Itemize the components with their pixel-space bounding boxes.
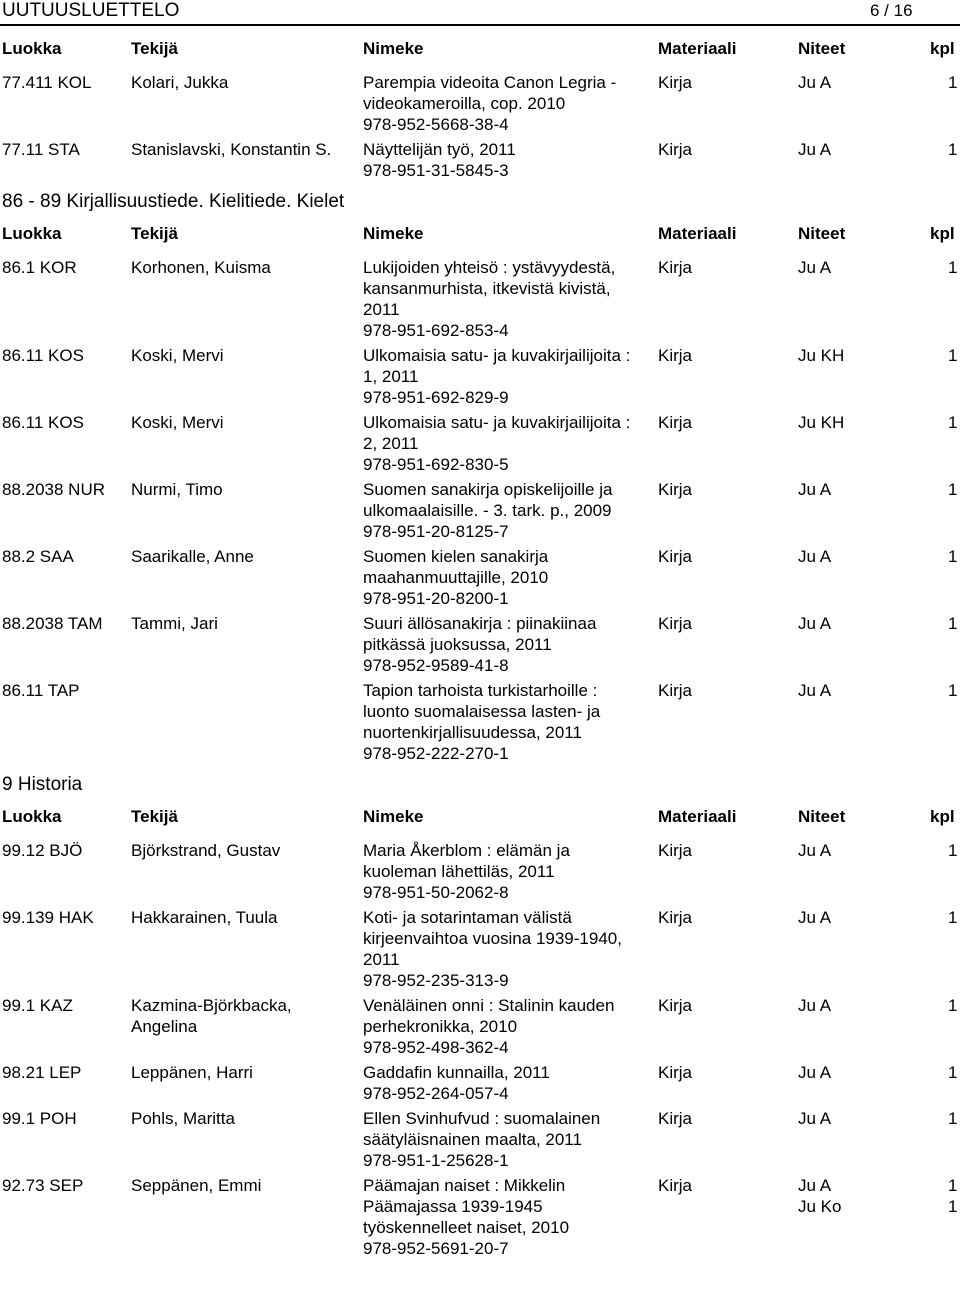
materiaali-cell: Kirja — [658, 140, 693, 159]
kpl-cell: 1 1 — [948, 1176, 958, 1216]
materiaali-cell: Kirja — [658, 258, 693, 277]
column-header-row — [0, 38, 960, 59]
nimeke-title: Lukijoiden yhteisö : ystävyydestä, kansanmurhista, itkevistä kivistä, 2011 — [363, 258, 616, 319]
isbn: 978-952-498-362-4 — [363, 1038, 509, 1057]
nimeke-title: Suuri ällösanakirja : piinakiinaa pitkässä juoksussa, 2011 — [363, 614, 597, 654]
nimeke-title: Parempia videoita Canon Legria -videokameroilla, cop. 2010 — [363, 73, 617, 113]
nimeke-cell — [363, 613, 645, 676]
catalog-row — [0, 1062, 960, 1104]
nimeke-title: Ulkomaisia satu- ja kuvakirjailijoita : 1, 2011 — [363, 346, 631, 386]
catalog-row — [0, 72, 960, 135]
isbn: 978-951-31-5845-3 — [363, 161, 509, 180]
niteet-cell: Ju A — [798, 841, 832, 860]
niteet-cell: Ju KH — [798, 346, 845, 365]
niteet-cell: Ju A — [798, 1063, 832, 1082]
tekija-cell: Seppänen, Emmi — [131, 1176, 262, 1195]
isbn: 978-951-692-829-9 — [363, 388, 509, 407]
tekija-cell: Korhonen, Kuisma — [131, 258, 271, 277]
isbn: 978-952-264-057-4 — [363, 1084, 509, 1103]
tekija-cell: Saarikalle, Anne — [131, 547, 254, 566]
nimeke-cell — [363, 995, 645, 1058]
catalog-row — [0, 1108, 960, 1171]
column-header-niteet: Niteet — [798, 39, 846, 58]
kpl-cell: 1 — [948, 346, 958, 365]
luokka-cell: 99.1 KAZ — [2, 996, 73, 1015]
niteet-cell: Ju A Ju Ko — [798, 1176, 842, 1216]
kpl-cell: 1 — [948, 73, 958, 92]
isbn: 978-952-222-270-1 — [363, 744, 509, 763]
catalog-row — [0, 1175, 960, 1259]
catalog-row — [0, 840, 960, 903]
materiaali-cell: Kirja — [658, 1109, 693, 1128]
catalog-row — [0, 257, 960, 341]
column-header-niteet: Niteet — [798, 224, 846, 243]
isbn: 978-951-20-8200-1 — [363, 589, 509, 608]
isbn: 978-951-50-2062-8 — [363, 883, 509, 902]
column-header-luokka: Luokka — [2, 224, 62, 243]
kpl-cell: 1 — [948, 1109, 958, 1128]
nimeke-cell — [363, 1062, 645, 1104]
nimeke-title: Koti- ja sotarintaman välistä kirjeenvaihtoa vuosina 1939-1940, 2011 — [363, 908, 622, 969]
catalog-row — [0, 345, 960, 408]
nimeke-cell — [363, 907, 645, 991]
nimeke-title: Ellen Svinhufvud : suomalainen säätyläisnainen maalta, 2011 — [363, 1109, 601, 1149]
luokka-cell: 86.1 KOR — [2, 258, 77, 277]
materiaali-cell: Kirja — [658, 1176, 693, 1195]
niteet-cell: Ju A — [798, 908, 832, 927]
column-header-materiaali: Materiaali — [658, 39, 737, 58]
isbn: 978-952-5668-38-4 — [363, 115, 509, 134]
luokka-cell: 86.11 KOS — [2, 346, 84, 365]
luokka-cell: 92.73 SEP — [2, 1176, 84, 1195]
niteet-cell: Ju A — [798, 140, 832, 159]
kpl-cell: 1 — [948, 413, 958, 432]
column-header-tekija: Tekijä — [131, 224, 178, 243]
column-header-materiaali: Materiaali — [658, 807, 737, 826]
materiaali-cell: Kirja — [658, 346, 693, 365]
luokka-cell: 98.21 LEP — [2, 1063, 82, 1082]
niteet-cell: Ju A — [798, 258, 832, 277]
niteet-cell: Ju A — [798, 1109, 832, 1128]
column-header-nimeke: Nimeke — [363, 224, 424, 243]
nimeke-title: Maria Åkerblom : elämän ja kuoleman lähettiläs, 2011 — [363, 841, 570, 881]
nimeke-cell — [363, 1175, 645, 1259]
catalog-listing — [0, 38, 960, 1263]
kpl-cell: 1 — [948, 681, 958, 700]
tekija-cell: Koski, Mervi — [131, 413, 224, 432]
nimeke-title: Näyttelijän työ, 2011 — [363, 140, 516, 159]
niteet-cell: Ju A — [798, 681, 832, 700]
nimeke-cell — [363, 72, 645, 135]
materiaali-cell: Kirja — [658, 996, 693, 1015]
column-header-nimeke: Nimeke — [363, 39, 424, 58]
luokka-cell: 99.139 HAK — [2, 908, 94, 927]
niteet-cell: Ju KH — [798, 413, 845, 432]
nimeke-title: Ulkomaisia satu- ja kuvakirjailijoita : 2, 2011 — [363, 413, 631, 453]
luokka-cell: 77.11 STA — [2, 140, 80, 159]
catalog-row — [0, 995, 960, 1058]
niteet-cell: Ju A — [798, 480, 832, 499]
nimeke-cell — [363, 345, 645, 408]
nimeke-cell — [363, 546, 645, 609]
isbn: 978-951-692-830-5 — [363, 455, 509, 474]
isbn: 978-952-235-313-9 — [363, 971, 509, 990]
nimeke-title: Suomen sanakirja opiskelijoille ja ulkomaalaisille. - 3. tark. p., 2009 — [363, 480, 613, 520]
nimeke-cell — [363, 257, 645, 341]
tekija-cell: Tammi, Jari — [131, 614, 218, 633]
page-header — [0, 0, 960, 22]
catalog-row — [0, 680, 960, 764]
catalog-row — [0, 613, 960, 676]
page-number: 6 / 16 — [870, 1, 913, 20]
luokka-cell: 88.2038 NUR — [2, 480, 106, 499]
column-header-nimeke: Nimeke — [363, 807, 424, 826]
column-header-tekija: Tekijä — [131, 39, 178, 58]
isbn: 978-951-692-853-4 — [363, 321, 509, 340]
luokka-cell: 86.11 TAP — [2, 681, 80, 700]
tekija-cell: Nurmi, Timo — [131, 480, 223, 499]
catalog-row — [0, 907, 960, 991]
section-heading: 86 - 89 Kirjallisuustiede. Kielitiede. Kielet — [2, 191, 345, 212]
nimeke-cell — [363, 139, 645, 181]
column-header-luokka: Luokka — [2, 39, 62, 58]
nimeke-cell — [363, 1108, 645, 1171]
kpl-cell: 1 — [948, 480, 958, 499]
materiaali-cell: Kirja — [658, 908, 693, 927]
kpl-cell: 1 — [948, 908, 958, 927]
tekija-cell: Pohls, Maritta — [131, 1109, 235, 1128]
isbn: 978-951-1-25628-1 — [363, 1151, 509, 1170]
tekija-cell: Hakkarainen, Tuula — [131, 908, 278, 927]
materiaali-cell: Kirja — [658, 480, 693, 499]
materiaali-cell: Kirja — [658, 413, 693, 432]
tekija-cell: Björkstrand, Gustav — [131, 841, 281, 860]
kpl-cell: 1 — [948, 841, 958, 860]
isbn: 978-952-9589-41-8 — [363, 656, 509, 675]
niteet-cell: Ju A — [798, 547, 832, 566]
header-divider — [0, 24, 960, 26]
nimeke-title: Suomen kielen sanakirja maahanmuuttajille, 2010 — [363, 547, 549, 587]
nimeke-title: Venäläinen onni : Stalinin kauden perhekronikka, 2010 — [363, 996, 615, 1036]
isbn: 978-951-20-8125-7 — [363, 522, 509, 541]
tekija-cell: Kazmina-Björkbacka, Angelina — [131, 996, 292, 1036]
nimeke-title: Tapion tarhoista turkistarhoille : luonto suomalaisessa lasten- ja nuortenkirjallisuudessa, 2011 — [363, 681, 601, 742]
section-heading: 9 Historia — [2, 774, 83, 795]
niteet-cell: Ju A — [798, 996, 832, 1015]
column-header-materiaali: Materiaali — [658, 224, 737, 243]
nimeke-cell — [363, 412, 645, 475]
tekija-cell: Kolari, Jukka — [131, 73, 229, 92]
catalog-row — [0, 546, 960, 609]
column-header-row — [0, 806, 960, 827]
column-header-niteet: Niteet — [798, 807, 846, 826]
document-title: UUTUUSLUETTELO — [2, 0, 180, 21]
materiaali-cell: Kirja — [658, 614, 693, 633]
nimeke-cell — [363, 680, 645, 764]
isbn: 978-952-5691-20-7 — [363, 1239, 509, 1258]
luokka-cell: 86.11 KOS — [2, 413, 84, 432]
nimeke-title: Gaddafin kunnailla, 2011 — [363, 1063, 550, 1082]
tekija-cell: Leppänen, Harri — [131, 1063, 253, 1082]
kpl-cell: 1 — [948, 547, 958, 566]
luokka-cell: 99.12 BJÖ — [2, 841, 83, 860]
luokka-cell: 88.2 SAA — [2, 547, 74, 566]
kpl-cell: 1 — [948, 1063, 958, 1082]
column-header-tekija: Tekijä — [131, 807, 178, 826]
tekija-cell: Stanislavski, Konstantin S. — [131, 140, 332, 159]
materiaali-cell: Kirja — [658, 1063, 693, 1082]
catalog-row — [0, 479, 960, 542]
column-header-luokka: Luokka — [2, 807, 62, 826]
kpl-cell: 1 — [948, 996, 958, 1015]
materiaali-cell: Kirja — [658, 547, 693, 566]
materiaali-cell: Kirja — [658, 841, 693, 860]
kpl-cell: 1 — [948, 140, 958, 159]
niteet-cell: Ju A — [798, 73, 832, 92]
catalog-row — [0, 139, 960, 181]
nimeke-title: Päämajan naiset : Mikkelin Päämajassa 1939-1945 työskennelleet naiset, 2010 — [363, 1176, 570, 1237]
niteet-cell: Ju A — [798, 614, 832, 633]
column-header-row — [0, 223, 960, 244]
luokka-cell: 88.2038 TAM — [2, 614, 103, 633]
kpl-cell: 1 — [948, 258, 958, 277]
tekija-cell: Koski, Mervi — [131, 346, 224, 365]
materiaali-cell: Kirja — [658, 73, 693, 92]
catalog-row — [0, 412, 960, 475]
materiaali-cell: Kirja — [658, 681, 693, 700]
column-header-kpl: kpl — [930, 807, 955, 826]
column-header-kpl: kpl — [930, 224, 955, 243]
kpl-cell: 1 — [948, 614, 958, 633]
luokka-cell: 77.411 KOL — [2, 73, 92, 92]
luokka-cell: 99.1 POH — [2, 1109, 77, 1128]
nimeke-cell — [363, 479, 645, 542]
nimeke-cell — [363, 840, 645, 903]
column-header-kpl: kpl — [930, 39, 955, 58]
